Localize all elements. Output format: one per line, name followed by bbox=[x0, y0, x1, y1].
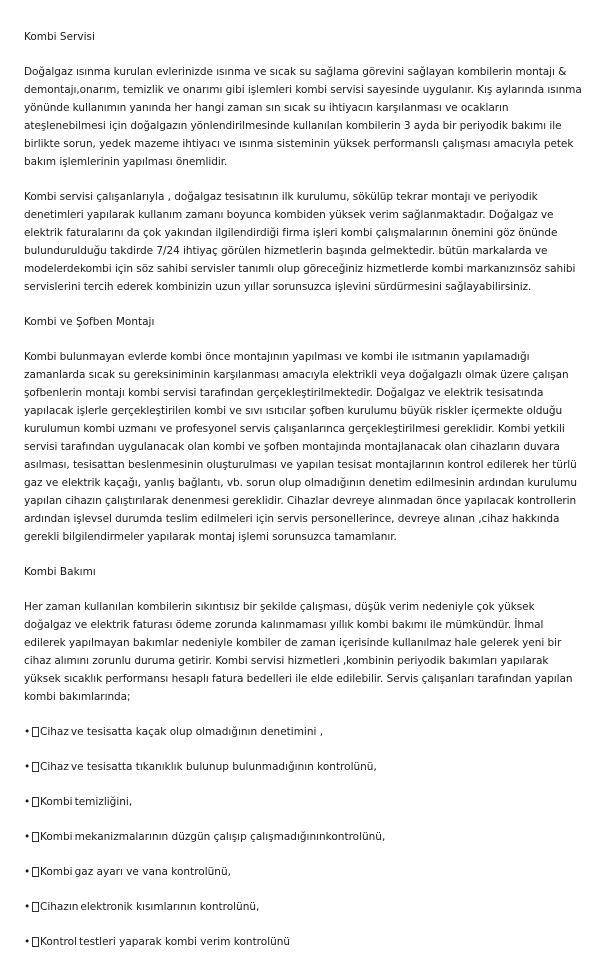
list-item-lead: Cihazın bbox=[40, 901, 79, 913]
list-item-lead: Cihaz bbox=[40, 761, 69, 773]
list-item-lead: Kombi bbox=[40, 831, 73, 843]
list-item bbox=[24, 828, 584, 846]
list-item bbox=[24, 723, 584, 741]
list-item bbox=[24, 758, 584, 776]
bullet-icon: • bbox=[24, 936, 31, 948]
missing-glyph-box-icon bbox=[32, 797, 39, 807]
list-item-text: ve tesisatta tıkanıklık bulunup bulunmadığının kontrolünü, bbox=[70, 761, 377, 773]
bullet-icon: • bbox=[24, 831, 31, 843]
missing-glyph-box-icon bbox=[32, 762, 39, 772]
missing-glyph-box-icon bbox=[32, 937, 39, 947]
list-item-text: gaz ayarı ve vana kontrolünü, bbox=[74, 866, 231, 878]
list-item bbox=[24, 933, 584, 951]
list-item-text: testleri yaparak kombi verim kontrolünü bbox=[79, 936, 291, 948]
list-item-text: temizliğini, bbox=[74, 796, 133, 808]
missing-glyph-box-icon bbox=[32, 867, 39, 877]
list-item-lead: Kontrol bbox=[40, 936, 77, 948]
list-item-text: elektronik kısımlarının kontrolünü, bbox=[80, 901, 260, 913]
list-item-text: ve tesisatta kaçak olup olmadığının denetimini , bbox=[70, 726, 324, 738]
bullet-icon: • bbox=[24, 796, 31, 808]
section-title-kombi-bakimi: Kombi Bakımı bbox=[24, 566, 96, 578]
list-item bbox=[24, 863, 584, 881]
missing-glyph-box-icon bbox=[32, 902, 39, 912]
paragraph: Kombi servisi çalışanlarıyla , doğalgaz tesisatının ilk kurulumu, sökülüp tekrar montajı ve periyodik denetimleri yapılarak kullanım zamanı boyunca kombiden yüksek verim sağlanmaktadır. Doğalgaz ve elektrik faturalarını da çok yakından ilgilendirdiği firma işleri kombi çalışmalarının önemini göz önünde bulundurulduğu takdirde 7/24 ihtiyaç görülen hizmetlerin başında gelmektedir. bütün markalarda ve modelerdekombi için söz sahibi servisler tanımlı olup göreceğiniz hizmetlerde kombi markanızınsöz sahibi servislerini tercih ederek kombinizin uzun yıllar sorunsuzca işlevini sürdürmesini sağlayabilirsiniz. bbox=[24, 191, 576, 293]
document-page bbox=[24, 28, 584, 968]
list-item bbox=[24, 898, 584, 916]
list-item-text: mekanizmalarının düzgün çalışıp çalışmadığınınkontrolünü, bbox=[74, 831, 386, 843]
list-item-lead: Kombi bbox=[40, 866, 73, 878]
paragraph: Doğalgaz ısınma kurulan evlerinizde ısınma ve sıcak su sağlama görevini sağlayan kombilerin montajı & demontajı,onarım, temizlik ve onarımı gibi işlemleri kombi servisi sayesinde uygulanır. Kış aylarında ısınma yönünde kullanımın yanında her hangi zaman sın sıcak su ihtiyacın karşılanması ve ocakların ateşlenebilmesi için doğalgazın yönlendirilmesinde kullanılan kombilerin 3 ayda bir periyodik bakımı ile birlikte sorun, yedek mazeme ihtiyacı ve ısınma sisteminin yüksek performanslı çalışması amacıyla petek bakım işlemlerinin yapılması önemlidir. bbox=[24, 66, 582, 168]
section-title-kombi-sofben-montaji: Kombi ve Şofben Montajı bbox=[24, 316, 155, 328]
list-item bbox=[24, 793, 584, 811]
bullet-icon: • bbox=[24, 726, 31, 738]
bullet-icon: • bbox=[24, 901, 31, 913]
paragraph: Kombi bulunmayan evlerde kombi önce montajının yapılması ve kombi ile ısıtmanın yapılamadığı zamanlarda sıcak su gereksiniminin karşılanması amacıyla elektrikli veya doğalgazlı olmak üzere çalışan şofbenlerin montajı kombi servisi tarafından gerçekleştirilmektedir. Doğalgaz ve elektrik tesisatında yapılacak işlerle gerçekleştirilen kombi ve sıvı ısıtıcılar şofben kurulumu büyük riskler içermekte olduğu kurulumun kombi uzmanı ve profesyonel servis çalışanlarınca gerçekleştirilmesi gereklidir. Kombi yetkili servisi tarafından uygulanacak olan kombi ve şofben montajında montajlanacak olan cihazların duvara asılması, tesisattan beslenmesinin oluşturulması ve yapılan tesisat montajlarının kontrol edilerek her türlü gaz ve elektrik kaçağı, yanlış bağlantı, vb. sorun olup olmadığının denetim edilmesinin ardından kurulumu yapılan cihazın çalıştırılarak denenmesi gereklidir. Cihazlar devreye alınmadan önce yapılacak kontrollerin ardından işlevsel durumda teslim edilmeleri için servis personellerince, devreye alınan ,cihaz hakkında gerekli bilgilendirmeler yapılarak montaj işlemi sorunsuzca tamamlanır. bbox=[24, 351, 577, 543]
list-item-lead: Kombi bbox=[40, 796, 73, 808]
bullet-icon: • bbox=[24, 866, 31, 878]
section-title-kombi-servisi: Kombi Servisi bbox=[24, 31, 95, 43]
maintenance-checklist bbox=[24, 723, 584, 951]
list-item-lead: Cihaz bbox=[40, 726, 69, 738]
missing-glyph-box-icon bbox=[32, 832, 39, 842]
paragraph: Her zaman kullanılan kombilerin sıkıntısız bir şekilde çalışması, düşük verim nedeniyle çok yüksek doğalgaz ve elektrik faturası ödeme zorunda kalınmaması yıllık kombi bakımı ile mümkündür. İhmal edilerek yapılmayan bakımlar nedeniyle kombiler de zaman içerisinde kullanılmaz hale gelerek yeni bir cihaz alımını zorunlu duruma getirir. Kombi servisi hizmetleri ,kombinin periyodik bakımları yapılarak yüksek sıcaklık performansı hesaplı fatura bedelleri ile elde edilebilir. Servis çalışanları tarafından yapılan kombi bakımlarında; bbox=[24, 601, 573, 703]
missing-glyph-box-icon bbox=[32, 727, 39, 737]
bullet-icon: • bbox=[24, 761, 31, 773]
